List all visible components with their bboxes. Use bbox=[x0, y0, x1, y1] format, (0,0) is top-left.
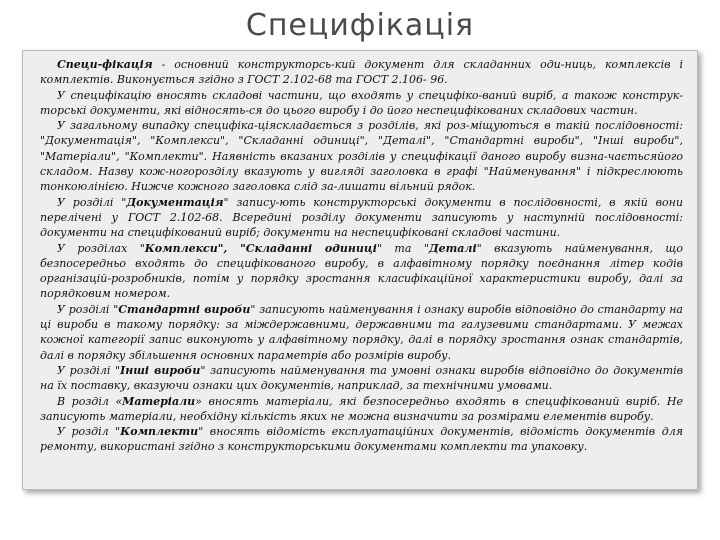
paragraph-prefix: У розділі " bbox=[57, 195, 127, 209]
paragraph-text: " вносять відомість експлуатаційних документів, відомість документів для ремонту, використані згідно з конструкторськими документами комплекти та упаковку. bbox=[40, 425, 683, 454]
paragraph-prefix: У розділ " bbox=[57, 425, 121, 439]
paragraph-mid: " та " bbox=[376, 241, 429, 255]
slide-title: Специфікація bbox=[245, 8, 475, 43]
term-complexes-assemblies: Комплекси", "Складанні одиниці bbox=[144, 241, 377, 255]
paragraph-definition bbox=[40, 57, 683, 88]
paragraph-prefix: У розділі " bbox=[57, 302, 119, 316]
paragraph-contents bbox=[40, 88, 683, 119]
term-materials: Матеріали bbox=[122, 394, 196, 408]
term-details: Деталі bbox=[428, 241, 477, 255]
paragraph-text: - основний конструкторсь-кий документ для складанних оди-ниць, комплексів і комплектів. Виконується згідно з ГОСТ 2.102-68 та ГОСТ 2.106- 96. bbox=[40, 58, 683, 87]
paragraph-prefix: В розділ « bbox=[57, 394, 123, 408]
paragraph-standard-items bbox=[40, 302, 683, 363]
paragraph-text: » вносять матеріали, які безпосередньо входять в специфікований виріб. Не записують матеріали, необхідну кількість яких не можна визначити за розмірами елементів виробу. bbox=[40, 394, 683, 423]
paragraph-kits bbox=[40, 424, 683, 455]
paragraph-prefix: У розділах " bbox=[57, 241, 145, 255]
term-other-items: Інші вироби bbox=[120, 363, 201, 377]
paragraph-other-items bbox=[40, 363, 683, 394]
text-card bbox=[22, 50, 698, 490]
term-specification: Специ-фікація bbox=[57, 58, 153, 71]
paragraph-text: " запису-ють конструкторські документи в послідовності, в якій вони перелічені у ГОСТ 2.102-68. Всередині розділу документи записують у наступній послідовності: документи на специфікований виріб; документи на неспецифіковані складові частини. bbox=[40, 195, 683, 240]
paragraph-documentation bbox=[40, 195, 683, 241]
paragraph-text: " записують найменування і ознаку виробів відповідно до стандарту на ці вироби в такому порядку: за міждержавними, державними та галузевими стандартами. У межах кожної категорії запис виконують у алфавітному порядку, далі в порядку зростання ознак стандартів, далі в порядку збільшення основних параметрів або розмірів виробу. bbox=[40, 302, 683, 362]
paragraph-sections bbox=[40, 118, 683, 194]
paragraph-text: " вказують найменування, що безпосередньо входять до специфікованого виробу, в алфавітному порядку поєднання літер кодів організацій-розробників, потім у порядку зростання класифікаційної характеристики виробу, далі за порядковим номером. bbox=[40, 241, 684, 301]
paragraph-text: У загальному випадку специфіка-ціяскладається з розділів, які роз-міщуються в такій послідовності: "Документація", "Комплекси", "Складанні одиниці", "Деталі", "Стандартні вироби", "Інші вироби", "Матеріали", "Комплекти". Наявність вказаних розділів у специфікації даного виробу визна-чаєтьсяйого складом. Назву кож-ногорозділу вказують у вигляді заголовка в графі "Найменування" і підкреслюють тонкоюлінією. Нижче кожного заголовка слід за-лишати вільний рядок. bbox=[40, 119, 683, 194]
paragraph-prefix: У розділі " bbox=[57, 363, 121, 377]
paragraph-materials bbox=[40, 394, 683, 425]
paragraph-text: У специфікацію вносять складові частини, що входять у специфіко-ваний виріб, а також конструк-торські документи, які відносять-ся до цього виробу і до його неспецифікованих складових частин. bbox=[40, 88, 683, 117]
paragraph-text: " записують найменування та умовні ознаки виробів відповідно до документів на їх поставку, вказуючи ознаки цих документів, наприклад, за технічними умовами. bbox=[40, 363, 683, 393]
paragraph-complexes bbox=[40, 241, 683, 302]
term-standard-items: Стандартні вироби bbox=[118, 302, 251, 316]
term-documentation: Документація bbox=[126, 195, 224, 209]
term-kits: Комплекти bbox=[120, 425, 199, 439]
